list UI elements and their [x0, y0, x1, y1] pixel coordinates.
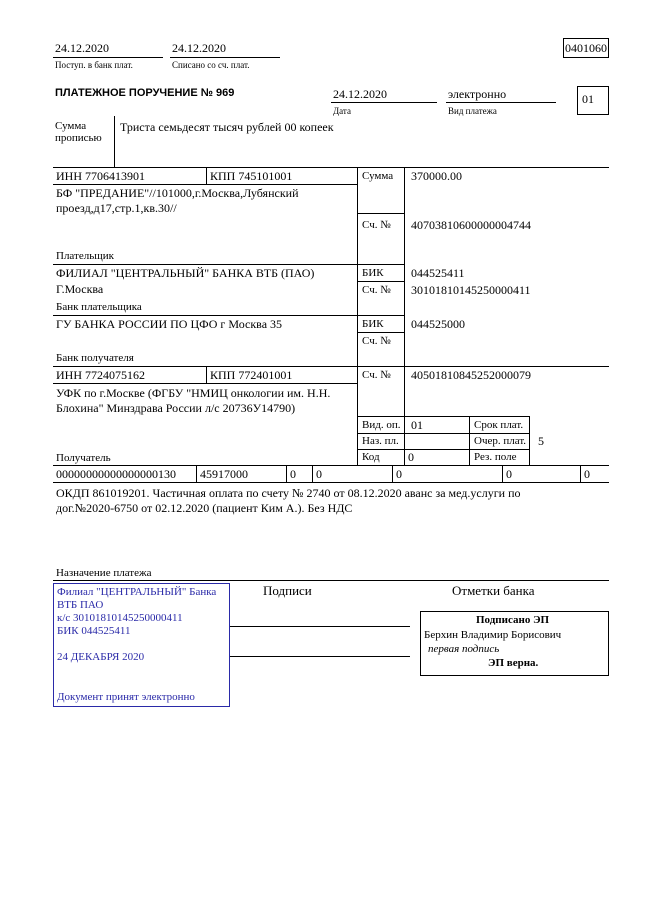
payee-bik-label: БИК: [362, 318, 384, 330]
stamp-accepted: Документ принят электронно: [57, 691, 195, 703]
tax-type: 0: [584, 467, 590, 481]
grid-line: [392, 465, 393, 482]
grid-line: [357, 167, 358, 465]
grid-line: [53, 366, 609, 367]
signatures-label: Подписи: [263, 583, 312, 598]
amount-words-label-2: прописью: [55, 132, 102, 144]
signature-line-2: [230, 656, 410, 657]
payer-inn: ИНН 7706413901: [56, 169, 145, 183]
payee-bank-name: ГУ БАНКА РОССИИ ПО ЦФО г Москва 35: [56, 317, 283, 331]
grid-line: [53, 184, 357, 185]
payer-label: Плательщик: [56, 250, 114, 262]
status-code: 01: [582, 92, 594, 106]
payer-account-label: Сч. №: [362, 219, 391, 231]
payer-bik: 044525411: [411, 266, 465, 280]
document-date: 24.12.2020: [333, 87, 387, 101]
payee-bik: 044525000: [411, 317, 465, 331]
payee-bank-label: Банк получателя: [56, 352, 134, 364]
grid-line: [357, 449, 529, 450]
payer-account: 40703810600000004744: [411, 218, 531, 232]
ocher-label: Очер. плат.: [474, 435, 527, 447]
grid-line: [529, 416, 530, 465]
amount-words-divider: [114, 116, 115, 167]
signature-line-1: [230, 626, 410, 627]
payee-inn: ИНН 7724075162: [56, 368, 145, 382]
payer-bank-name-2: Г.Москва: [56, 282, 104, 296]
payer-bank-account: 30101810145250000411: [411, 283, 531, 297]
status-code-box: [577, 86, 609, 115]
esign-name: Берхин Владимир Борисович: [424, 629, 562, 641]
grid-line: [206, 167, 207, 184]
kod: 0: [408, 450, 414, 464]
received-label: Поступ. в банк плат.: [55, 60, 133, 70]
payer-bik-label: БИК: [362, 267, 384, 279]
esign-verified: ЭП верна.: [488, 657, 539, 669]
grid-line: [312, 465, 313, 482]
grid-line: [580, 465, 581, 482]
payer-name-2: проезд,д17,стр.1,кв.30//: [56, 201, 177, 215]
tax-period: 0: [316, 467, 322, 481]
grid-line: [469, 416, 470, 465]
purpose-line-2: дог.№2020-6750 от 02.12.2020 (пациент Ким А.). Без НДС: [56, 501, 353, 515]
vid-op-label: Вид. оп.: [362, 419, 401, 431]
payer-bank-label: Банк плательщика: [56, 301, 142, 313]
tax-oktmo: 45917000: [200, 467, 248, 481]
form-code: 0401060: [565, 41, 607, 55]
esign-title: Подписано ЭП: [476, 614, 550, 626]
payee-bank-account-label: Сч. №: [362, 335, 391, 347]
purpose-bottom-line: [53, 580, 609, 581]
payer-bank-account-label: Сч. №: [362, 284, 391, 296]
stamp-line-4: БИК 044525411: [57, 625, 131, 637]
stamp-line-2: ВТБ ПАО: [57, 599, 104, 611]
grid-line: [286, 465, 287, 482]
tax-basis: 0: [290, 467, 296, 481]
document-date-label: Дата: [333, 106, 351, 116]
vid-op: 01: [411, 418, 423, 432]
debited-date-line: [170, 57, 280, 58]
grid-line: [53, 383, 357, 384]
received-date-line: [53, 57, 163, 58]
debited-label: Списано со сч. плат.: [172, 60, 250, 70]
purpose-line-1: ОКДП 861019201. Частичная оплата по счету № 2740 от 08.12.2020 аванс за мед.услуги по: [56, 486, 521, 500]
srok-label: Срок плат.: [474, 419, 524, 431]
grid-line: [357, 213, 404, 214]
ocher: 5: [538, 434, 544, 448]
kod-label: Код: [362, 451, 380, 463]
form-code-box: [563, 38, 609, 58]
amount-words: Триста семьдесят тысяч рублей 00 копеек: [120, 120, 334, 134]
grid-line: [357, 416, 529, 417]
payee-account-label: Сч. №: [362, 369, 391, 381]
grid-line: [196, 465, 197, 482]
received-date: 24.12.2020: [55, 41, 109, 55]
tax-doc-date: 0: [506, 467, 512, 481]
stamp-date: 24 ДЕКАБРЯ 2020: [57, 651, 145, 663]
grid-line: [404, 167, 405, 465]
payee-name-2: Блохина" Минздрава России л/с 20736У14790): [56, 401, 296, 415]
grid-line: [357, 433, 529, 434]
payment-type-label: Вид платежа: [448, 106, 497, 116]
payer-kpp: КПП 745101001: [210, 169, 293, 183]
esign-role: первая подпись: [428, 643, 500, 655]
sum-label: Сумма: [362, 170, 394, 182]
grid-line: [357, 332, 404, 333]
payment-type: электронно: [448, 87, 507, 101]
grid-line: [357, 281, 404, 282]
payment-type-line: [446, 102, 556, 103]
sum-value: 370000.00: [411, 169, 462, 183]
grid-line: [53, 264, 404, 265]
payee-label: Получатель: [56, 452, 111, 464]
tax-doc-number: 0: [396, 467, 402, 481]
grid-line: [53, 482, 609, 483]
grid-line: [53, 465, 609, 466]
payee-kpp: КПП 772401001: [210, 368, 293, 382]
purpose-label: Назначение платежа: [56, 567, 152, 579]
tax-kbk: 00000000000000000130: [56, 467, 176, 481]
grid-line: [502, 465, 503, 482]
debited-date: 24.12.2020: [172, 41, 226, 55]
naz-pl-label: Наз. пл.: [362, 435, 399, 447]
payee-name-1: УФК по г.Москве (ФГБУ "НМИЦ онкологии им. Н.Н.: [56, 386, 331, 400]
bank-marks-label: Отметки банка: [452, 583, 535, 598]
document-title: ПЛАТЕЖНОЕ ПОРУЧЕНИЕ № 969: [55, 87, 235, 99]
rez-label: Рез. поле: [474, 451, 517, 463]
payee-account: 40501810845252000079: [411, 368, 531, 382]
stamp-line-1: Филиал "ЦЕНТРАЛЬНЫЙ" Банка: [57, 586, 217, 598]
grid-line: [206, 366, 207, 383]
document-date-line: [331, 102, 437, 103]
grid-line: [53, 167, 609, 168]
amount-words-label-1: Сумма: [55, 120, 87, 132]
payer-bank-name-1: ФИЛИАЛ "ЦЕНТРАЛЬНЫЙ" БАНКА ВТБ (ПАО): [56, 266, 315, 280]
stamp-line-3: к/с 30101810145250000411: [57, 612, 183, 624]
payer-name-1: БФ "ПРЕДАНИЕ"//101000,г.Москва,Лубянский: [56, 186, 299, 200]
grid-line: [53, 315, 404, 316]
